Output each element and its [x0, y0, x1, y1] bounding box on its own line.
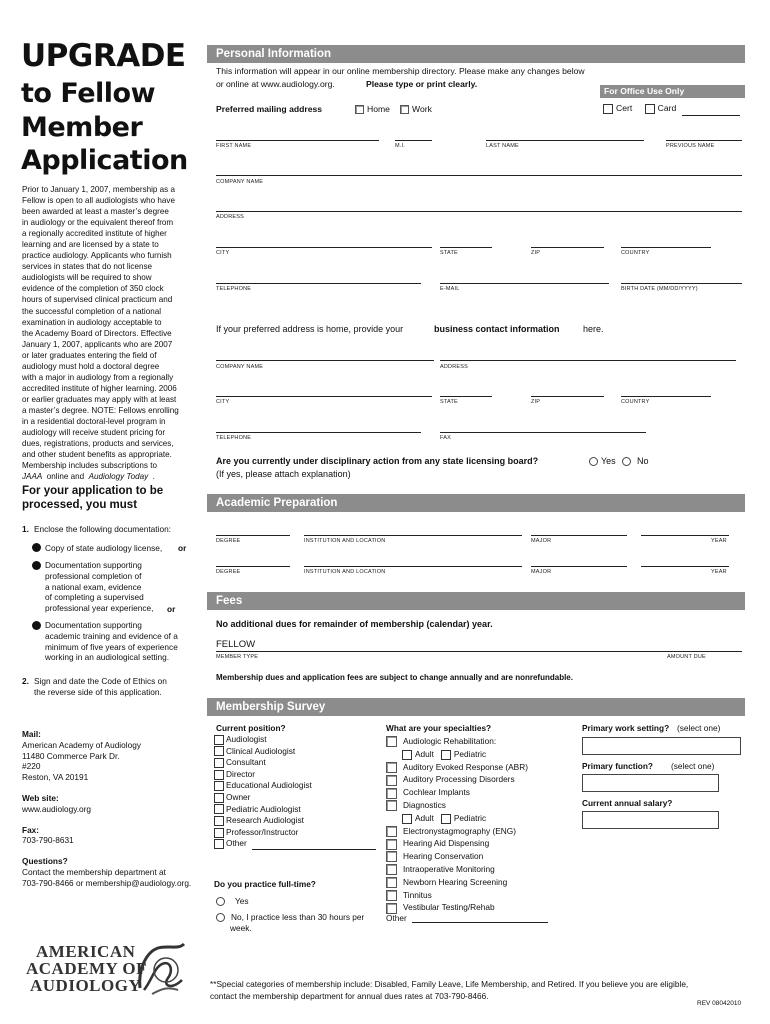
- year-2-caption: YEAR: [711, 569, 727, 575]
- spec-other-label: Other: [386, 913, 407, 923]
- preferred-work-option[interactable]: Work: [400, 104, 432, 114]
- work-setting-field[interactable]: [582, 737, 741, 755]
- logo-text-1: AMERICAN: [36, 942, 136, 961]
- academic-header: Academic Preparation: [207, 494, 745, 512]
- mi-line[interactable]: [395, 140, 432, 141]
- degree-2-line[interactable]: [216, 566, 290, 567]
- home-note-a: If your preferred address is home, provide your: [216, 324, 404, 334]
- title-line-1: UPGRADE: [21, 38, 186, 74]
- footer-note-2: contact the membership department for annual dues rates at 703-790-8466.: [210, 991, 489, 1001]
- personal-info-line-2b: Please type or print clearly.: [366, 79, 478, 89]
- first-name-line[interactable]: [216, 140, 379, 141]
- step-1-number: 1.: [22, 524, 29, 534]
- position-consultant[interactable]: Consultant: [214, 757, 312, 769]
- spec-rehab-pediatric[interactable]: [441, 750, 451, 760]
- card-line: [682, 115, 740, 116]
- country-2-caption: COUNTRY: [621, 399, 650, 405]
- salary-heading: Current annual salary?: [582, 798, 673, 808]
- disciplinary-yes[interactable]: Yes: [589, 456, 616, 466]
- mi-caption: M.I.: [395, 143, 405, 149]
- cert-label: Cert: [616, 103, 633, 113]
- fulltime-heading: Do you practice full-time?: [214, 879, 316, 889]
- position-director[interactable]: Director: [214, 769, 312, 781]
- city-caption: CITY: [216, 250, 230, 256]
- spec-rehab[interactable]: Audiologic Rehabilitation:: [386, 735, 528, 748]
- spec-diag-adult[interactable]: [402, 814, 412, 824]
- spec-intraop[interactable]: Intraoperative Monitoring: [386, 863, 528, 876]
- fees-header: Fees: [207, 592, 745, 610]
- contact-block: Mail: American Academy of Audiology 11480 Commerce Park Dr. #220 Reston, VA 20191 Web site: www.audiology.org Fax: 703-790-8631 Questions? Contact the membership department at 703-790-8466 or membership@audiology.org.: [22, 729, 192, 888]
- function-heading: Primary function?: [582, 761, 653, 771]
- spec-apd[interactable]: Auditory Processing Disorders: [386, 773, 528, 786]
- institution-1-caption: INSTITUTION AND LOCATION: [304, 538, 386, 544]
- major-2-line[interactable]: [531, 566, 627, 567]
- spec-dispensing[interactable]: Hearing Aid Dispensing: [386, 837, 528, 850]
- disciplinary-note: (If yes, please attach explanation): [216, 469, 351, 479]
- country-2-line[interactable]: [621, 396, 711, 397]
- spec-diag-sub: Adult Pediatric: [386, 812, 528, 825]
- institution-2-caption: INSTITUTION AND LOCATION: [304, 569, 386, 575]
- institution-2-line[interactable]: [304, 566, 522, 567]
- major-1-line[interactable]: [531, 535, 627, 536]
- position-pediatric[interactable]: Pediatric Audiologist: [214, 804, 312, 816]
- state-2-line[interactable]: [440, 396, 492, 397]
- city-2-caption: CITY: [216, 399, 230, 405]
- position-owner[interactable]: Owner: [214, 792, 312, 804]
- bullet-3: [32, 621, 41, 630]
- work-setting-select-one: (select one): [677, 723, 721, 733]
- member-type-caption: MEMBER TYPE: [216, 654, 259, 660]
- spec-newborn[interactable]: Newborn Hearing Screening: [386, 876, 528, 889]
- survey-header: Membership Survey: [207, 698, 745, 716]
- position-professor[interactable]: Professor/Instructor: [214, 827, 312, 839]
- office-use-title: For Office Use Only: [600, 85, 745, 98]
- first-name-caption: FIRST NAME: [216, 143, 252, 149]
- email-line[interactable]: [440, 283, 609, 284]
- previous-name-line[interactable]: [666, 140, 742, 141]
- telephone-2-line[interactable]: [216, 432, 421, 433]
- bullet-3-text: Documentation supporting academic training and evidence of a minimum of five years of experience working in an audiological setting.: [45, 620, 178, 663]
- last-name-caption: LAST NAME: [486, 143, 519, 149]
- previous-name-caption: PREVIOUS NAME: [666, 143, 715, 149]
- address-line[interactable]: [216, 211, 742, 212]
- amount-due-caption: AMOUNT DUE: [667, 654, 706, 660]
- fees-note: No additional dues for remainder of membership (calendar) year.: [216, 619, 493, 629]
- city-line[interactable]: [216, 247, 432, 248]
- bullet-2-text: Documentation supporting professional completion of a national exam, evidence of completing a supervised professional year experience,: [45, 560, 154, 614]
- home-note-c: here.: [583, 324, 604, 334]
- member-type-value[interactable]: FELLOW: [216, 639, 256, 650]
- zip-line[interactable]: [531, 247, 604, 248]
- logo-text-3: AUDIOLOGY: [30, 976, 142, 995]
- fulltime-no-2: week.: [230, 923, 252, 933]
- spec-conservation[interactable]: Hearing Conservation: [386, 850, 528, 863]
- spec-abr[interactable]: Auditory Evoked Response (ABR): [386, 761, 528, 774]
- bullet-1-text: Copy of state audiology license,: [45, 543, 163, 553]
- state-2-caption: STATE: [440, 399, 458, 405]
- step-2-text: Sign and date the Code of Ethics on the reverse side of this application.: [34, 676, 167, 697]
- major-2-caption: MAJOR: [531, 569, 552, 575]
- member-type-line: [216, 651, 742, 652]
- spec-eng[interactable]: Electronystagmography (ENG): [386, 825, 528, 838]
- position-other-line[interactable]: [252, 849, 376, 850]
- office-use-box: [600, 85, 745, 118]
- state-line[interactable]: [440, 247, 492, 248]
- bullet-2: [32, 561, 41, 570]
- personal-info-line-2: or online at www.audiology.org.: [216, 79, 335, 89]
- company-name-line[interactable]: [216, 175, 742, 176]
- institution-1-line[interactable]: [304, 535, 522, 536]
- telephone-caption: TELEPHONE: [216, 286, 252, 292]
- zip-2-caption: ZIP: [531, 399, 541, 405]
- major-1-caption: MAJOR: [531, 538, 552, 544]
- logo-text-2: ACADEMY OF: [26, 959, 147, 978]
- spec-tinnitus[interactable]: Tinnitus: [386, 889, 528, 902]
- step-1-text: Enclose the following documentation:: [34, 524, 171, 534]
- position-research[interactable]: Research Audiologist: [214, 815, 312, 827]
- birth-date-caption: BIRTH DATE (MM/DD/YYYY): [621, 286, 698, 292]
- year-1-line[interactable]: [641, 535, 729, 536]
- address-caption: ADDRESS: [216, 214, 244, 220]
- logo-emblem-icon: [132, 940, 192, 998]
- state-caption: STATE: [440, 250, 458, 256]
- position-list: [214, 734, 312, 850]
- company-name-2-caption: COMPANY NAME: [216, 364, 264, 370]
- specialty-heading: What are your specialties?: [386, 723, 492, 733]
- home-note-b: business contact information: [434, 324, 560, 334]
- position-other[interactable]: Other: [214, 838, 312, 850]
- preferred-mailing-label: Preferred mailing address: [216, 104, 323, 114]
- work-setting-heading: Primary work setting?: [582, 723, 670, 733]
- salary-field[interactable]: [582, 811, 719, 829]
- or-2: or: [167, 604, 176, 614]
- or-1: or: [178, 543, 187, 553]
- function-select-one: (select one): [671, 761, 715, 771]
- position-clinical[interactable]: Clinical Audiologist: [214, 746, 312, 758]
- last-name-line[interactable]: [486, 140, 644, 141]
- city-2-line[interactable]: [216, 396, 432, 397]
- aaa-logo: [24, 940, 194, 1000]
- email-caption: E-MAIL: [440, 286, 460, 292]
- title-line-4: Application: [21, 145, 188, 176]
- year-1-caption: YEAR: [711, 538, 727, 544]
- step-2-number: 2.: [22, 676, 29, 686]
- country-caption: COUNTRY: [621, 250, 650, 256]
- function-field[interactable]: [582, 774, 719, 792]
- degree-1-caption: DEGREE: [216, 538, 241, 544]
- fulltime-yes[interactable]: Yes: [216, 896, 249, 906]
- telephone-line[interactable]: [216, 283, 421, 284]
- title-line-2: to Fellow: [21, 78, 156, 109]
- spec-other-line[interactable]: [412, 922, 548, 923]
- degree-2-caption: DEGREE: [216, 569, 241, 575]
- company-name-2-line[interactable]: [216, 360, 434, 361]
- card-label: Card: [657, 103, 677, 113]
- disciplinary-question: Are you currently under disciplinary action from any state licensing board?: [216, 456, 539, 466]
- card-checkbox[interactable]: [645, 104, 655, 114]
- intro-paragraph: Prior to January 1, 2007, membership as a Fellow is open to all audiologists who have been awarded at least a master’s degree in audiology or the equivalent thereof from a regionally accredited institute of higher learning and are licensed by a state to practice audiology. Applicants who furnish services in states that do not license audiologists will be required to show evidence of the completion of 350 clock hours of supervised clinical practicum and the successful completion of a national examination in audiology acceptable to the Academy Board of Directors. Effective January 1, 2007, applicants who are 2007 or later graduates entering the field of audiology must hold a doctoral degree with a major in audiology from a regionally accredited institute of higher learning. 2006 or earlier graduates may apply with at least a master’s degree. NOTE: Fellows enrolling in a residential doctoral-level program in audiology will receive student pricing for dues, registrations, products and services, and other student benefits as appropriate. Membership includes subscriptions to JAAA online and Audiology Today .: [22, 185, 179, 482]
- position-educational[interactable]: Educational Audiologist: [214, 780, 312, 792]
- spec-diagnostics[interactable]: Diagnostics: [386, 799, 528, 812]
- footer-note-1: **Special categories of membership include: Disabled, Family Leave, Life Membership, and Retired. If you believe you are eligible,: [210, 979, 689, 989]
- fax-line[interactable]: [440, 432, 646, 433]
- title-line-3: Member: [21, 112, 143, 143]
- disciplinary-no[interactable]: No: [622, 456, 649, 466]
- spec-vestibular[interactable]: Vestibular Testing/Rehab: [386, 901, 528, 914]
- spec-rehab-adult[interactable]: [402, 750, 412, 760]
- fulltime-no[interactable]: No, I practice less than 30 hours per: [216, 912, 364, 922]
- bullet-1: [32, 543, 41, 552]
- spec-diag-pediatric[interactable]: [441, 814, 451, 824]
- company-name-caption: COMPANY NAME: [216, 179, 264, 185]
- process-heading-1: For your application to be: [22, 485, 164, 497]
- telephone-2-caption: TELEPHONE: [216, 435, 252, 441]
- cert-checkbox[interactable]: [603, 104, 613, 114]
- degree-1-line[interactable]: [216, 535, 290, 536]
- preferred-home-option[interactable]: Home: [355, 104, 390, 114]
- address-2-line[interactable]: [440, 360, 736, 361]
- country-line[interactable]: [621, 247, 711, 248]
- zip-2-line[interactable]: [531, 396, 604, 397]
- spec-rehab-sub: Adult Pediatric: [386, 748, 528, 761]
- personal-info-line-1: This information will appear in our online membership directory. Please make any changes below: [216, 66, 585, 76]
- revision-code: REV 08042010: [697, 1000, 742, 1007]
- specialty-list: [386, 735, 528, 914]
- position-audiologist[interactable]: Audiologist: [214, 734, 312, 746]
- zip-caption: ZIP: [531, 250, 541, 256]
- personal-info-header: Personal Information: [207, 45, 745, 63]
- position-heading: Current position?: [216, 723, 286, 733]
- birth-date-line[interactable]: [621, 283, 742, 284]
- fax-caption: FAX: [440, 435, 451, 441]
- spec-ci[interactable]: Cochlear Implants: [386, 786, 528, 799]
- year-2-line[interactable]: [641, 566, 729, 567]
- address-2-caption: ADDRESS: [440, 364, 468, 370]
- process-heading-2: processed, you must: [22, 499, 138, 511]
- nonrefundable-note: Membership dues and application fees are subject to change annually and are nonrefundable.: [216, 673, 573, 682]
